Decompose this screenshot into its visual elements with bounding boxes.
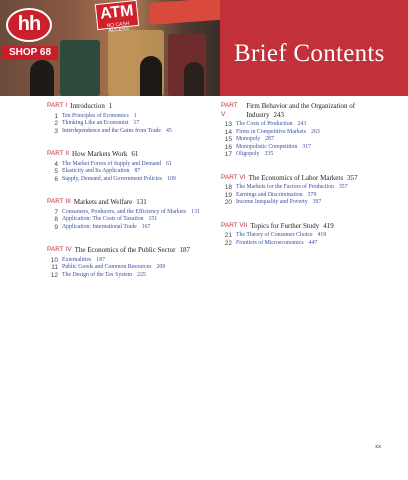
part-page: 131 (136, 198, 147, 206)
part-title: Firm Behavior and the Organization of Industry (246, 102, 356, 119)
chapter-title: Monopolistic Competition (236, 143, 298, 150)
toc-part (221, 222, 391, 248)
header-photo (0, 0, 408, 96)
chapter-title: The Market Forces of Supply and Demand (62, 160, 162, 167)
chapter-number: 3 (54, 127, 58, 135)
chapter-title: Ten Principles of Economics (62, 112, 129, 119)
part-page: 243 (273, 110, 285, 119)
chapter-number: 4 (54, 160, 58, 168)
chapter-page: 357 (338, 184, 348, 190)
chapter-page: 87 (134, 168, 141, 174)
chapter-page: 109 (167, 175, 176, 182)
chapter-entry[interactable] (221, 151, 391, 159)
part-label: PART VII (221, 221, 248, 229)
chapter-page: 45 (166, 127, 172, 134)
part-title: The Economics of the Public Sector (74, 246, 176, 254)
chapter-number: 2 (54, 120, 58, 127)
chapter-title: Consumers, Producers, and the Efficiency of Markets (62, 208, 187, 215)
chapter-title: Earnings and Discrimination (236, 191, 303, 198)
chapter-entry[interactable] (221, 184, 391, 192)
part-page: 61 (131, 150, 139, 158)
part-label: PART I (47, 102, 68, 109)
chapter-entry[interactable] (47, 128, 219, 136)
part-title: Markets and Welfare (73, 198, 133, 206)
part-label: PART VI (221, 173, 246, 181)
part-page: 357 (347, 173, 358, 182)
page-title: Brief Contents (234, 40, 385, 67)
part-heading[interactable] (47, 150, 219, 159)
chapter-entry[interactable] (47, 257, 219, 265)
chapter-title: Oligopoly (236, 151, 260, 157)
chapter-number: 5 (54, 168, 58, 175)
part-title: Topics for Further Study (250, 221, 320, 230)
chapter-title: The Theory of Consumer Choice (236, 232, 313, 238)
chapter-entry[interactable] (221, 144, 391, 152)
chapter-entry[interactable] (47, 176, 219, 184)
chapter-title: Firms in Competitive Markets (236, 128, 307, 135)
chapter-number: 15 (224, 136, 232, 143)
toc-part (221, 102, 391, 159)
chapter-entry[interactable] (221, 232, 391, 240)
chapter-number: 20 (224, 199, 232, 206)
atm-sign-subtext: NO CASH ACCESS (106, 20, 130, 34)
market-awning (150, 0, 230, 25)
chapter-number: 14 (224, 128, 232, 136)
chapter-title: Supply, Demand, and Government Policies (62, 175, 163, 182)
toc-part (47, 150, 219, 183)
chapter-number: 10 (50, 256, 58, 264)
toc-right-column (221, 102, 391, 262)
chapter-page: 243 (297, 121, 307, 127)
chapter-page: 287 (265, 136, 274, 142)
chapter-number: 8 (54, 216, 58, 223)
atm-sign (95, 0, 139, 34)
toc-left-column (47, 102, 219, 294)
part-page: 187 (179, 246, 190, 254)
part-heading[interactable] (47, 198, 219, 207)
toc-part (47, 246, 219, 279)
chapter-number: 17 (224, 151, 232, 158)
chapter-title: Application: The Costs of Taxation (62, 216, 144, 222)
chapter-title: Monopoly (236, 136, 261, 142)
chapter-title: The Costs of Production (236, 121, 293, 127)
chapter-title: Frontiers of Microeconomics (236, 239, 304, 246)
chapter-number: 16 (224, 143, 232, 151)
chapter-title: The Markets for the Factors of Production (236, 184, 334, 190)
chapter-page: 335 (264, 151, 274, 157)
chapter-number: 22 (224, 239, 232, 247)
part-page: 419 (323, 221, 334, 230)
atm-sign-text: ATM (99, 2, 135, 23)
chapter-number: 18 (224, 184, 232, 191)
part-title: How Markets Work (72, 150, 128, 158)
part-title: Introduction (70, 102, 105, 110)
part-heading[interactable] (47, 102, 219, 111)
part-heading[interactable] (221, 174, 391, 183)
chapter-title: Application: International Trade (62, 223, 137, 230)
hh-logo: hh (6, 8, 52, 42)
part-title: The Economics of Labor Markets (248, 173, 344, 182)
chapter-title: Thinking Like an Economist (62, 120, 129, 126)
part-heading[interactable] (47, 246, 219, 255)
chapter-number: 13 (224, 121, 232, 128)
chapter-number: 19 (224, 191, 232, 199)
chapter-page: 17 (133, 120, 140, 126)
chapter-page: 379 (307, 191, 317, 198)
chapter-number: 6 (54, 175, 58, 183)
toc-part (47, 102, 219, 135)
chapter-number: 12 (50, 271, 58, 279)
part-label: PART III (47, 198, 71, 205)
chapter-entry[interactable] (221, 129, 391, 137)
chapter-entry[interactable] (221, 121, 391, 129)
chapter-title: Public Goods and Common Resources (62, 264, 152, 270)
part-label: PART V (221, 102, 238, 118)
chapter-number: 21 (224, 232, 232, 239)
chapter-number: 11 (51, 264, 58, 271)
part-label: PART IV (47, 246, 72, 253)
chapter-page: 225 (137, 271, 146, 278)
shop-sign: SHOP 68 (2, 46, 58, 60)
toc-part (47, 198, 219, 231)
chapter-number: 7 (54, 208, 58, 216)
part-heading[interactable] (221, 102, 391, 119)
toc-part (221, 174, 391, 207)
part-label: PART II (47, 150, 70, 157)
title-panel (220, 0, 408, 96)
chapter-page: 131 (191, 208, 200, 215)
chapter-page: 151 (148, 216, 158, 222)
chapter-entry[interactable] (221, 136, 391, 144)
chapter-number: 9 (54, 223, 58, 231)
chapter-page: 1 (133, 112, 137, 119)
chapter-title: Income Inequality and Poverty (236, 199, 308, 205)
chapter-page: 397 (312, 199, 322, 205)
crowd-figure (184, 62, 204, 96)
market-stall (60, 40, 100, 96)
chapter-entry[interactable] (47, 113, 219, 121)
chapter-page: 317 (302, 143, 312, 150)
chapter-page: 61 (166, 160, 172, 167)
part-heading[interactable] (221, 222, 391, 231)
chapter-page: 167 (141, 223, 151, 230)
chapter-entry[interactable] (221, 192, 391, 200)
chapter-title: Elasticity and Its Application (62, 168, 130, 174)
chapter-number: 1 (54, 112, 58, 120)
chapter-entry[interactable] (47, 120, 219, 128)
chapter-entry[interactable] (47, 272, 219, 280)
chapter-entry[interactable] (221, 240, 391, 248)
chapter-entry[interactable] (47, 161, 219, 169)
chapter-entry[interactable] (47, 216, 219, 224)
chapter-page: 419 (317, 232, 327, 238)
chapter-page: 209 (156, 264, 166, 270)
chapter-title: The Design of the Tax System (62, 271, 133, 278)
chapter-entry[interactable] (47, 224, 219, 232)
chapter-entry[interactable] (221, 199, 391, 207)
chapter-page: 447 (308, 239, 318, 246)
chapter-page: 263 (311, 128, 320, 135)
chapter-title: Interdependence and the Gains from Trade (62, 127, 161, 134)
chapter-page: 187 (96, 256, 105, 263)
page-number: xx (375, 444, 381, 450)
crowd-figure (30, 60, 54, 96)
chapter-entry[interactable] (47, 168, 219, 176)
chapter-title: Externalities (62, 256, 92, 263)
part-page: 1 (108, 102, 113, 110)
chapter-entry[interactable] (47, 264, 219, 272)
crowd-figure (140, 56, 162, 96)
chapter-entry[interactable] (47, 209, 219, 217)
